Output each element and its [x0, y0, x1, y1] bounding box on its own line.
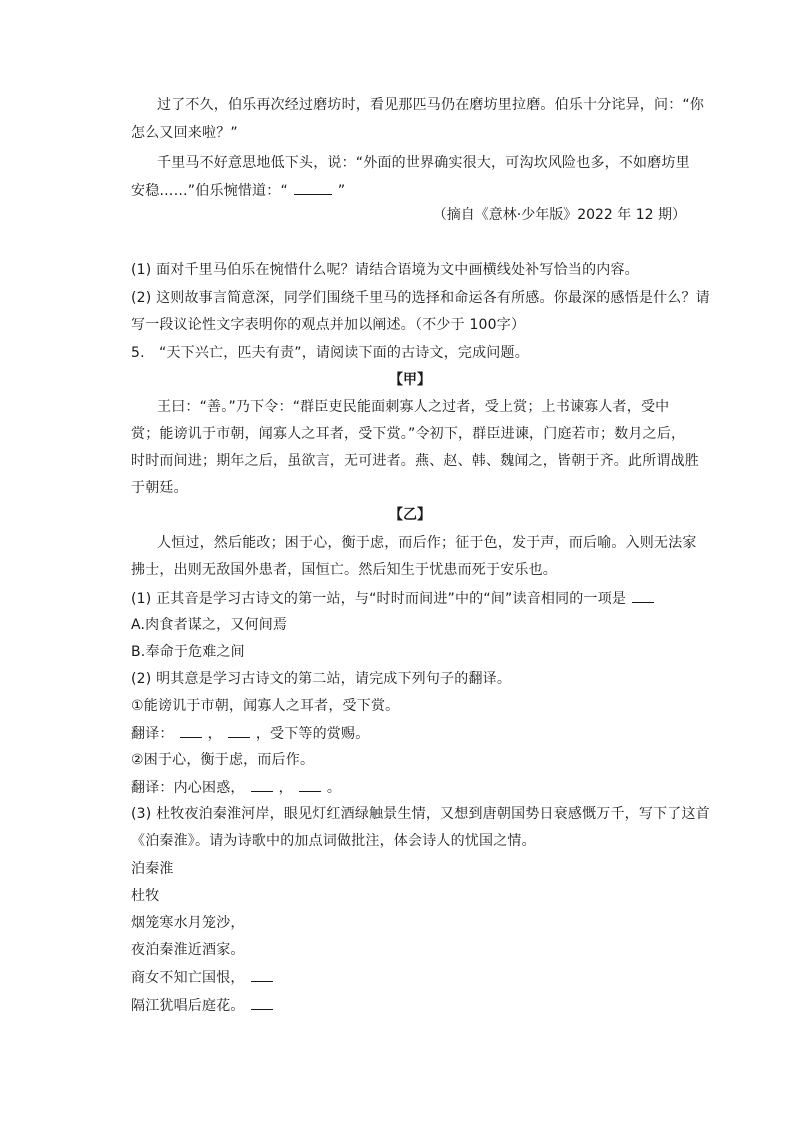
answer-blank[interactable]	[251, 967, 273, 982]
q4-sub2-line2: 写一段议论性文字表明你的观点并加以阐述。（不少于 100字）	[131, 317, 526, 333]
poem-line4-text: 隔江犹唱后庭花。	[131, 998, 245, 1014]
story-p2-line2-close: ”	[337, 183, 346, 199]
translation-1-tail: ，受下等的赏赐。	[255, 726, 370, 742]
q4-sub2-line1: (2) 这则故事言简意深，同学们围绕千里马的选择和命运各有所感。你最深的感悟是什么？请	[131, 290, 710, 306]
answer-blank[interactable]	[251, 995, 273, 1010]
yi-heading: 【乙】	[389, 507, 431, 523]
poem-line2: 夜泊秦淮近酒家。	[131, 942, 245, 958]
jia-line3: 时时而间进；期年之后，虽欲言，无可进者。燕、赵、韩、魏闻之，皆朝于齐。此所谓战胜	[131, 453, 699, 469]
poem-line4	[131, 995, 279, 1016]
translation-2	[131, 777, 341, 798]
story-p2-line2	[131, 180, 345, 201]
answer-blank[interactable]	[180, 723, 202, 738]
q5-sub3-line1: (3) 杜牧夜泊秦淮河岸，眼见灯红酒绿触景生情，又想到唐朝国势日衰感慨万千，写下了这首	[131, 806, 710, 822]
q5-sub2-item1: ①能谤讥于市朝，闻寡人之耳者，受下赏。	[131, 698, 400, 714]
poem-line1: 烟笼寒水月笼沙，	[131, 915, 245, 931]
jia-line2: 赏；能谤讥于市朝，闻寡人之耳者，受下赏。”令初下，群臣进谏，门庭若市；数月之后，	[131, 426, 686, 442]
translation-1	[131, 723, 369, 744]
option-a: A.肉食者谋之，又何间焉	[131, 617, 288, 633]
jia-line1: 王曰：“善。”乃下令：“群臣吏民能面刺寡人之过者，受上赏；上书谏寡人者，受中	[157, 399, 670, 415]
story-p2-line2-text: 安稳……”伯乐惋惜道：“	[131, 183, 288, 199]
option-b: B.奉命于危难之间	[131, 644, 245, 660]
answer-blank[interactable]	[299, 777, 321, 792]
q5-sub2-item2: ②困于心，衡于虑，而后作。	[131, 752, 315, 768]
comma: ，	[207, 726, 222, 742]
story-p1-line1: 过了不久，伯乐再次经过磨坊时，看见那匹马仍在磨坊里拉磨。伯乐十分诧异，问：“你	[157, 97, 705, 113]
q5-sub1	[131, 588, 660, 609]
q5-title-text: “天下兴亡，匹夫有责”，请阅读下面的古诗文，完成问题。	[159, 345, 529, 361]
q4-sub1: (1) 面对千里马伯乐在惋惜什么呢？请结合语境为文中画横线处补写恰当的内容。	[131, 262, 639, 278]
yi-line2: 拂士，出则无敌国外患者，国恒亡。然后知生于忧患而死于安乐也。	[131, 562, 557, 578]
answer-blank[interactable]	[228, 723, 250, 738]
jia-heading: 【甲】	[389, 372, 431, 388]
yi-line1: 人恒过，然后能改；困于心，衡于虑，而后作；征于色，发于声，而后喻。入则无法家	[157, 535, 697, 551]
story-p1-line2: 怎么又回来啦？”	[131, 125, 238, 141]
translation-2-prefix: 翻译：内心困惑，	[131, 780, 245, 796]
q5-number: 5.	[131, 345, 145, 361]
period: 。	[326, 780, 342, 796]
source-citation: （摘自《意林·少年版》2022 年 12 期）	[432, 207, 686, 223]
q5-sub2: (2) 明其意是学习古诗文的第二站，请完成下列句子的翻译。	[131, 671, 512, 687]
poem-title: 泊秦淮	[131, 861, 174, 877]
poem-line3	[131, 967, 279, 988]
answer-blank[interactable]	[632, 588, 654, 603]
q5-sub3-line2: 《泊秦淮》。请为诗歌中的加点词做批注，体会诗人的忧国之情。	[131, 833, 536, 849]
answer-blank[interactable]	[294, 180, 332, 195]
poem-line3-text: 商女不知亡国恨，	[131, 970, 245, 986]
translation-label: 翻译：	[131, 726, 174, 742]
answer-blank[interactable]	[251, 777, 273, 792]
comma: ，	[278, 780, 293, 796]
story-p2-line1: 千里马不好意思地低下头，说：“外面的世界确实很大，可沟坎风险也多，不如磨坊里	[157, 155, 690, 171]
q5-sub1-text: (1) 正其音是学习古诗文的第一站，与“时时而间进”中的“间”读音相同的一项是	[131, 591, 627, 607]
q5-title	[131, 343, 529, 363]
jia-line4: 于朝廷。	[131, 480, 188, 496]
poem-author: 杜牧	[131, 888, 160, 904]
